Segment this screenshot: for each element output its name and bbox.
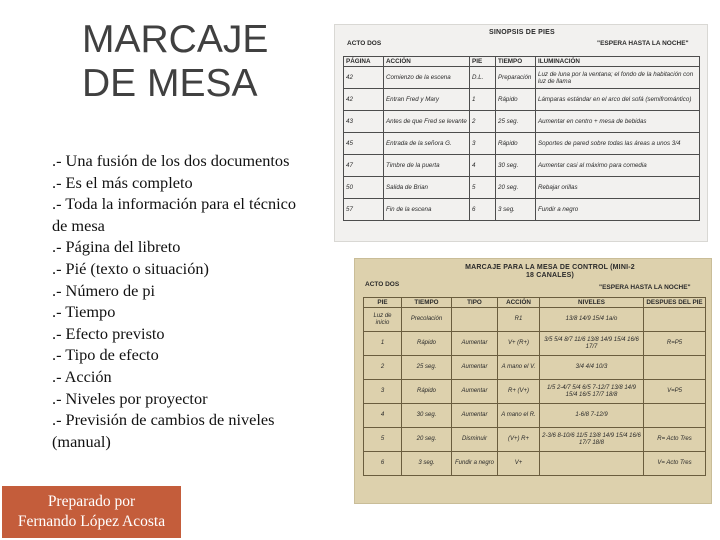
table-cell: Salida de Brian	[384, 177, 470, 199]
table-cell: 5	[364, 428, 402, 452]
table-cell: 43	[344, 111, 384, 133]
column-header: ILUMINACIÓN	[536, 57, 700, 67]
bullet-item: .- Es el más completo	[52, 172, 193, 192]
table-cell: A mano el R.	[498, 404, 540, 428]
table-cell: 30 seg.	[402, 404, 452, 428]
table-row	[344, 199, 700, 221]
table-cell: 20 seg.	[496, 177, 536, 199]
table-cell: Fundir a negro	[452, 452, 498, 476]
bullet-item: .- Acción	[52, 366, 112, 386]
table-cell: 2	[364, 356, 402, 380]
table-cell: 1/5 2-4/7 5/4 6/5 7-12/7 13/8 14/9 15/4 16/5 17/7 18/8	[540, 380, 644, 404]
table-cell: R+ (V+)	[498, 380, 540, 404]
table-cell: Rápido	[496, 133, 536, 155]
table-row	[344, 67, 700, 89]
table-row	[364, 428, 706, 452]
column-header: PÁGINA	[344, 57, 384, 67]
table-cell: Timbre de la puerta	[384, 155, 470, 177]
table-cell: Aumentar en centro + mesa de bebidas	[536, 111, 700, 133]
bullet-item: .- Tipo de efecto	[52, 345, 159, 365]
table-row	[364, 452, 706, 476]
table-cell: V+ (R+)	[498, 332, 540, 356]
table-cell: V=P5	[644, 380, 706, 404]
bullet-item: .- Previsión de cambios de niveles (manual)	[52, 410, 275, 451]
table-cell: Rebajar orillas	[536, 177, 700, 199]
table-cell: 2-3/6 8-10/6 11/5 13/8 14/9 15/4 16/6 17/7 18/8	[540, 428, 644, 452]
table-row	[364, 308, 706, 332]
cue-synopsis-table	[343, 56, 700, 221]
table-cell: 3/4 4/4 10/3	[540, 356, 644, 380]
table-cell: 1	[470, 89, 496, 111]
cue-synopsis-image	[334, 24, 708, 242]
control-marking-table	[363, 297, 706, 476]
table-cell: 42	[344, 89, 384, 111]
table-cell: 5	[470, 177, 496, 199]
bullet-list	[52, 150, 314, 452]
table-cell	[540, 452, 644, 476]
table-row	[364, 404, 706, 428]
table-row	[364, 380, 706, 404]
table-row	[344, 111, 700, 133]
control-desk-marking-image	[354, 258, 712, 504]
table-cell: A mano el V.	[498, 356, 540, 380]
table-cell: Soportes de pared sobre todas las áreas a unos 3/4	[536, 133, 700, 155]
table-cell: Aumentar casi al máximo para comedia	[536, 155, 700, 177]
table-cell: 4	[364, 404, 402, 428]
table-cell: 1	[364, 332, 402, 356]
table-cell: Luz de luna por la ventana; el fondo de la habitación con luz de llama	[536, 67, 700, 89]
table-cell: 3 seg.	[496, 199, 536, 221]
column-header: DESPUES DEL PIE	[644, 298, 706, 308]
table-cell: Rápido	[402, 332, 452, 356]
table-cell: R= Acto Tres	[644, 428, 706, 452]
title-line: DE MESA	[82, 62, 258, 105]
table-cell: Rápido	[496, 89, 536, 111]
column-header: TIPO	[452, 298, 498, 308]
table-cell: R=P5	[644, 332, 706, 356]
bullet-item: .- Tiempo	[52, 302, 116, 322]
table-cell	[644, 356, 706, 380]
table-cell: 42	[344, 67, 384, 89]
table-cell: Preparación	[496, 67, 536, 89]
table-cell: Rápido	[402, 380, 452, 404]
table-cell: D.L.	[470, 67, 496, 89]
column-header: PIE	[470, 57, 496, 67]
table-row	[364, 332, 706, 356]
table-cell: R1	[498, 308, 540, 332]
bullet-item: .- Número de pi	[52, 280, 156, 300]
table-row	[364, 356, 706, 380]
slide-title	[82, 18, 332, 106]
table-cell: 30 seg.	[496, 155, 536, 177]
table-cell: 6	[364, 452, 402, 476]
bullet-item: .- Página del libreto	[52, 237, 181, 257]
credit-line: Fernando López Acosta	[17, 513, 166, 530]
table-cell: 25 seg.	[496, 111, 536, 133]
table-cell: Precolación	[402, 308, 452, 332]
synopsis-quote: "ESPERA HASTA LA NOCHE"	[597, 40, 689, 47]
column-header: TIEMPO	[496, 57, 536, 67]
table-row	[344, 133, 700, 155]
bullet-item: .- Una fusión de los dos documentos	[52, 151, 290, 170]
table-cell: Entrada de la señora G.	[384, 133, 470, 155]
table-cell: 3 seg.	[402, 452, 452, 476]
title-line: MARCAJE	[82, 18, 269, 61]
table-cell: 4	[470, 155, 496, 177]
table-cell: Comienzo de la escena	[384, 67, 470, 89]
table-cell: 25 seg.	[402, 356, 452, 380]
table-cell: 57	[344, 199, 384, 221]
table-cell: Aumentar	[452, 404, 498, 428]
table-cell: Aumentar	[452, 356, 498, 380]
column-header: ACCIÓN	[498, 298, 540, 308]
table-row	[344, 89, 700, 111]
synopsis-heading: SINOPSIS DE PIES	[489, 29, 555, 36]
column-header: NIVELES	[540, 298, 644, 308]
table-cell: 1-6/8 7-12/9	[540, 404, 644, 428]
synopsis-act: ACTO DOS	[347, 40, 382, 47]
table-row	[344, 155, 700, 177]
bullet-item: .- Toda la información para el técnico de mesa	[52, 194, 297, 235]
table-cell: V= Acto Tres	[644, 452, 706, 476]
table-cell: Luz de inicio	[364, 308, 402, 332]
table-cell: 6	[470, 199, 496, 221]
table-header-row	[364, 298, 706, 308]
column-header: PIE	[364, 298, 402, 308]
table-cell	[644, 308, 706, 332]
bullet-item: .- Pié (texto o situación)	[52, 258, 209, 278]
table-cell: Antes de que Fred se levante	[384, 111, 470, 133]
marking-act: ACTO DOS	[365, 281, 400, 288]
table-cell: 3/5 5/4 8/7 11/6 13/8 14/9 15/4 16/6 17/7	[540, 332, 644, 356]
table-cell: 3	[364, 380, 402, 404]
table-cell: Disminuir	[452, 428, 498, 452]
table-cell: 47	[344, 155, 384, 177]
bullet-item: .- Efecto previsto	[52, 323, 165, 343]
table-cell: 2	[470, 111, 496, 133]
column-header: ACCIÓN	[384, 57, 470, 67]
table-cell: 3	[470, 133, 496, 155]
table-cell: 45	[344, 133, 384, 155]
table-cell: Aumentar	[452, 332, 498, 356]
column-header: TIEMPO	[402, 298, 452, 308]
credit-line: Preparado por	[47, 493, 136, 510]
table-header-row	[344, 57, 700, 67]
marking-quote: "ESPERA HASTA LA NOCHE"	[599, 284, 691, 291]
table-cell: Fin de la escena	[384, 199, 470, 221]
table-cell: Lámparas estándar en el arco del sofá (semifromántico)	[536, 89, 700, 111]
table-cell: 20 seg.	[402, 428, 452, 452]
author-credit-box	[2, 486, 181, 538]
table-cell: 50	[344, 177, 384, 199]
bullet-item: .- Niveles por proyector	[52, 388, 208, 408]
table-cell: Fundir a negro	[536, 199, 700, 221]
marking-heading: MARCAJE PARA LA MESA DE CONTROL (MINI-2 18 CANALES)	[465, 264, 635, 279]
table-cell: (V+) R+	[498, 428, 540, 452]
table-row	[344, 177, 700, 199]
table-cell: Entran Fred y Mary	[384, 89, 470, 111]
table-cell: Aumentar	[452, 380, 498, 404]
table-cell	[644, 404, 706, 428]
table-cell: V+	[498, 452, 540, 476]
table-cell	[452, 308, 498, 332]
table-cell: 13/8 14/9 15/4 1a/o	[540, 308, 644, 332]
